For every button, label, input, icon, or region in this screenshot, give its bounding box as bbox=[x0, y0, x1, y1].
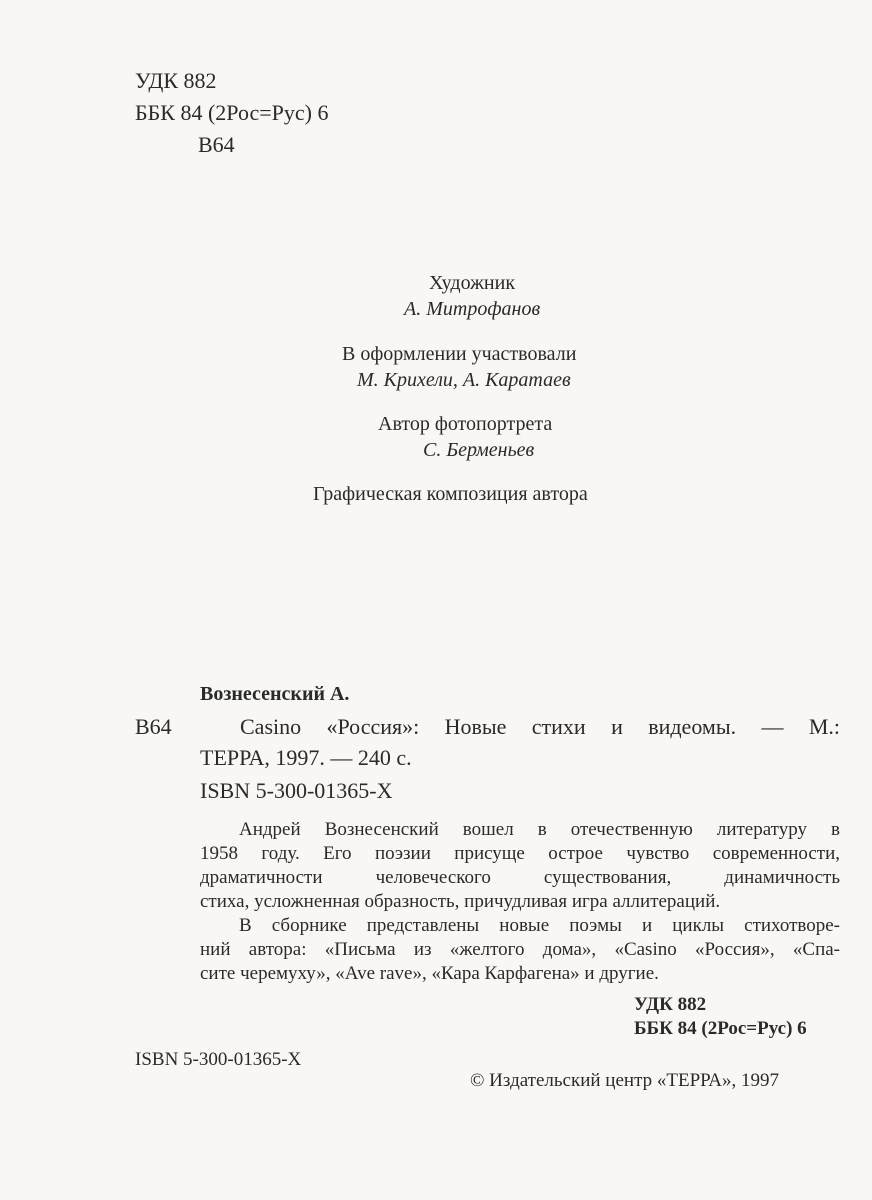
annotation-line-6: ний автора: «Письма из «желтого дома», «Casino «Россия», «Спа- bbox=[200, 939, 840, 960]
footer-copyright: © Издательский центр «ТЕРРА», 1997 bbox=[470, 1070, 780, 1091]
artist-name: А. Митрофанов bbox=[404, 298, 541, 320]
catalog-title-line2: ТЕРРА, 1997. — 240 с. bbox=[200, 745, 412, 770]
catalog-title-line1: Casino «Россия»: Новые стихи и видеомы. — М.: bbox=[240, 714, 840, 739]
catalog-code: В64 bbox=[135, 714, 172, 739]
design-role: В оформлении участвовали bbox=[342, 343, 577, 365]
design-names: М. Крихели, А. Каратаев bbox=[357, 369, 571, 391]
catalog-bbk: ББК 84 (2Рос=Рус) 6 bbox=[634, 1018, 807, 1039]
annotation-line-1: Андрей Вознесенский вошел в отечественную литературу в bbox=[239, 819, 840, 840]
catalog-author: Вознесенский А. bbox=[200, 683, 350, 705]
annotation-line-4: стиха, усложненная образность, причудливая игра аллитераций. bbox=[200, 891, 721, 912]
graphic-credit: Графическая композиция автора bbox=[313, 483, 588, 505]
photo-role: Автор фотопортрета bbox=[378, 413, 553, 435]
header-bbk: ББК 84 (2Рос=Рус) 6 bbox=[135, 100, 329, 125]
footer-isbn: ISBN 5-300-01365-X bbox=[135, 1049, 302, 1070]
photo-name: С. Берменьев bbox=[423, 439, 535, 461]
annotation-line-7: сите черемуху», «Ave rave», «Кара Карфагена» и другие. bbox=[200, 963, 659, 984]
annotation-line-2: 1958 году. Его поэзии присуще острое чувство современности, bbox=[200, 843, 840, 864]
header-code: В64 bbox=[198, 132, 235, 157]
annotation-line-3: драматичности человеческого существования, динамичность bbox=[200, 867, 840, 888]
annotation-line-5: В сборнике представлены новые поэмы и циклы стихотворе- bbox=[239, 915, 840, 936]
artist-role: Художник bbox=[429, 272, 516, 294]
header-udk: УДК 882 bbox=[135, 68, 217, 93]
catalog-udk: УДК 882 bbox=[634, 994, 707, 1015]
catalog-isbn: ISBN 5-300-01365-X bbox=[200, 778, 393, 803]
